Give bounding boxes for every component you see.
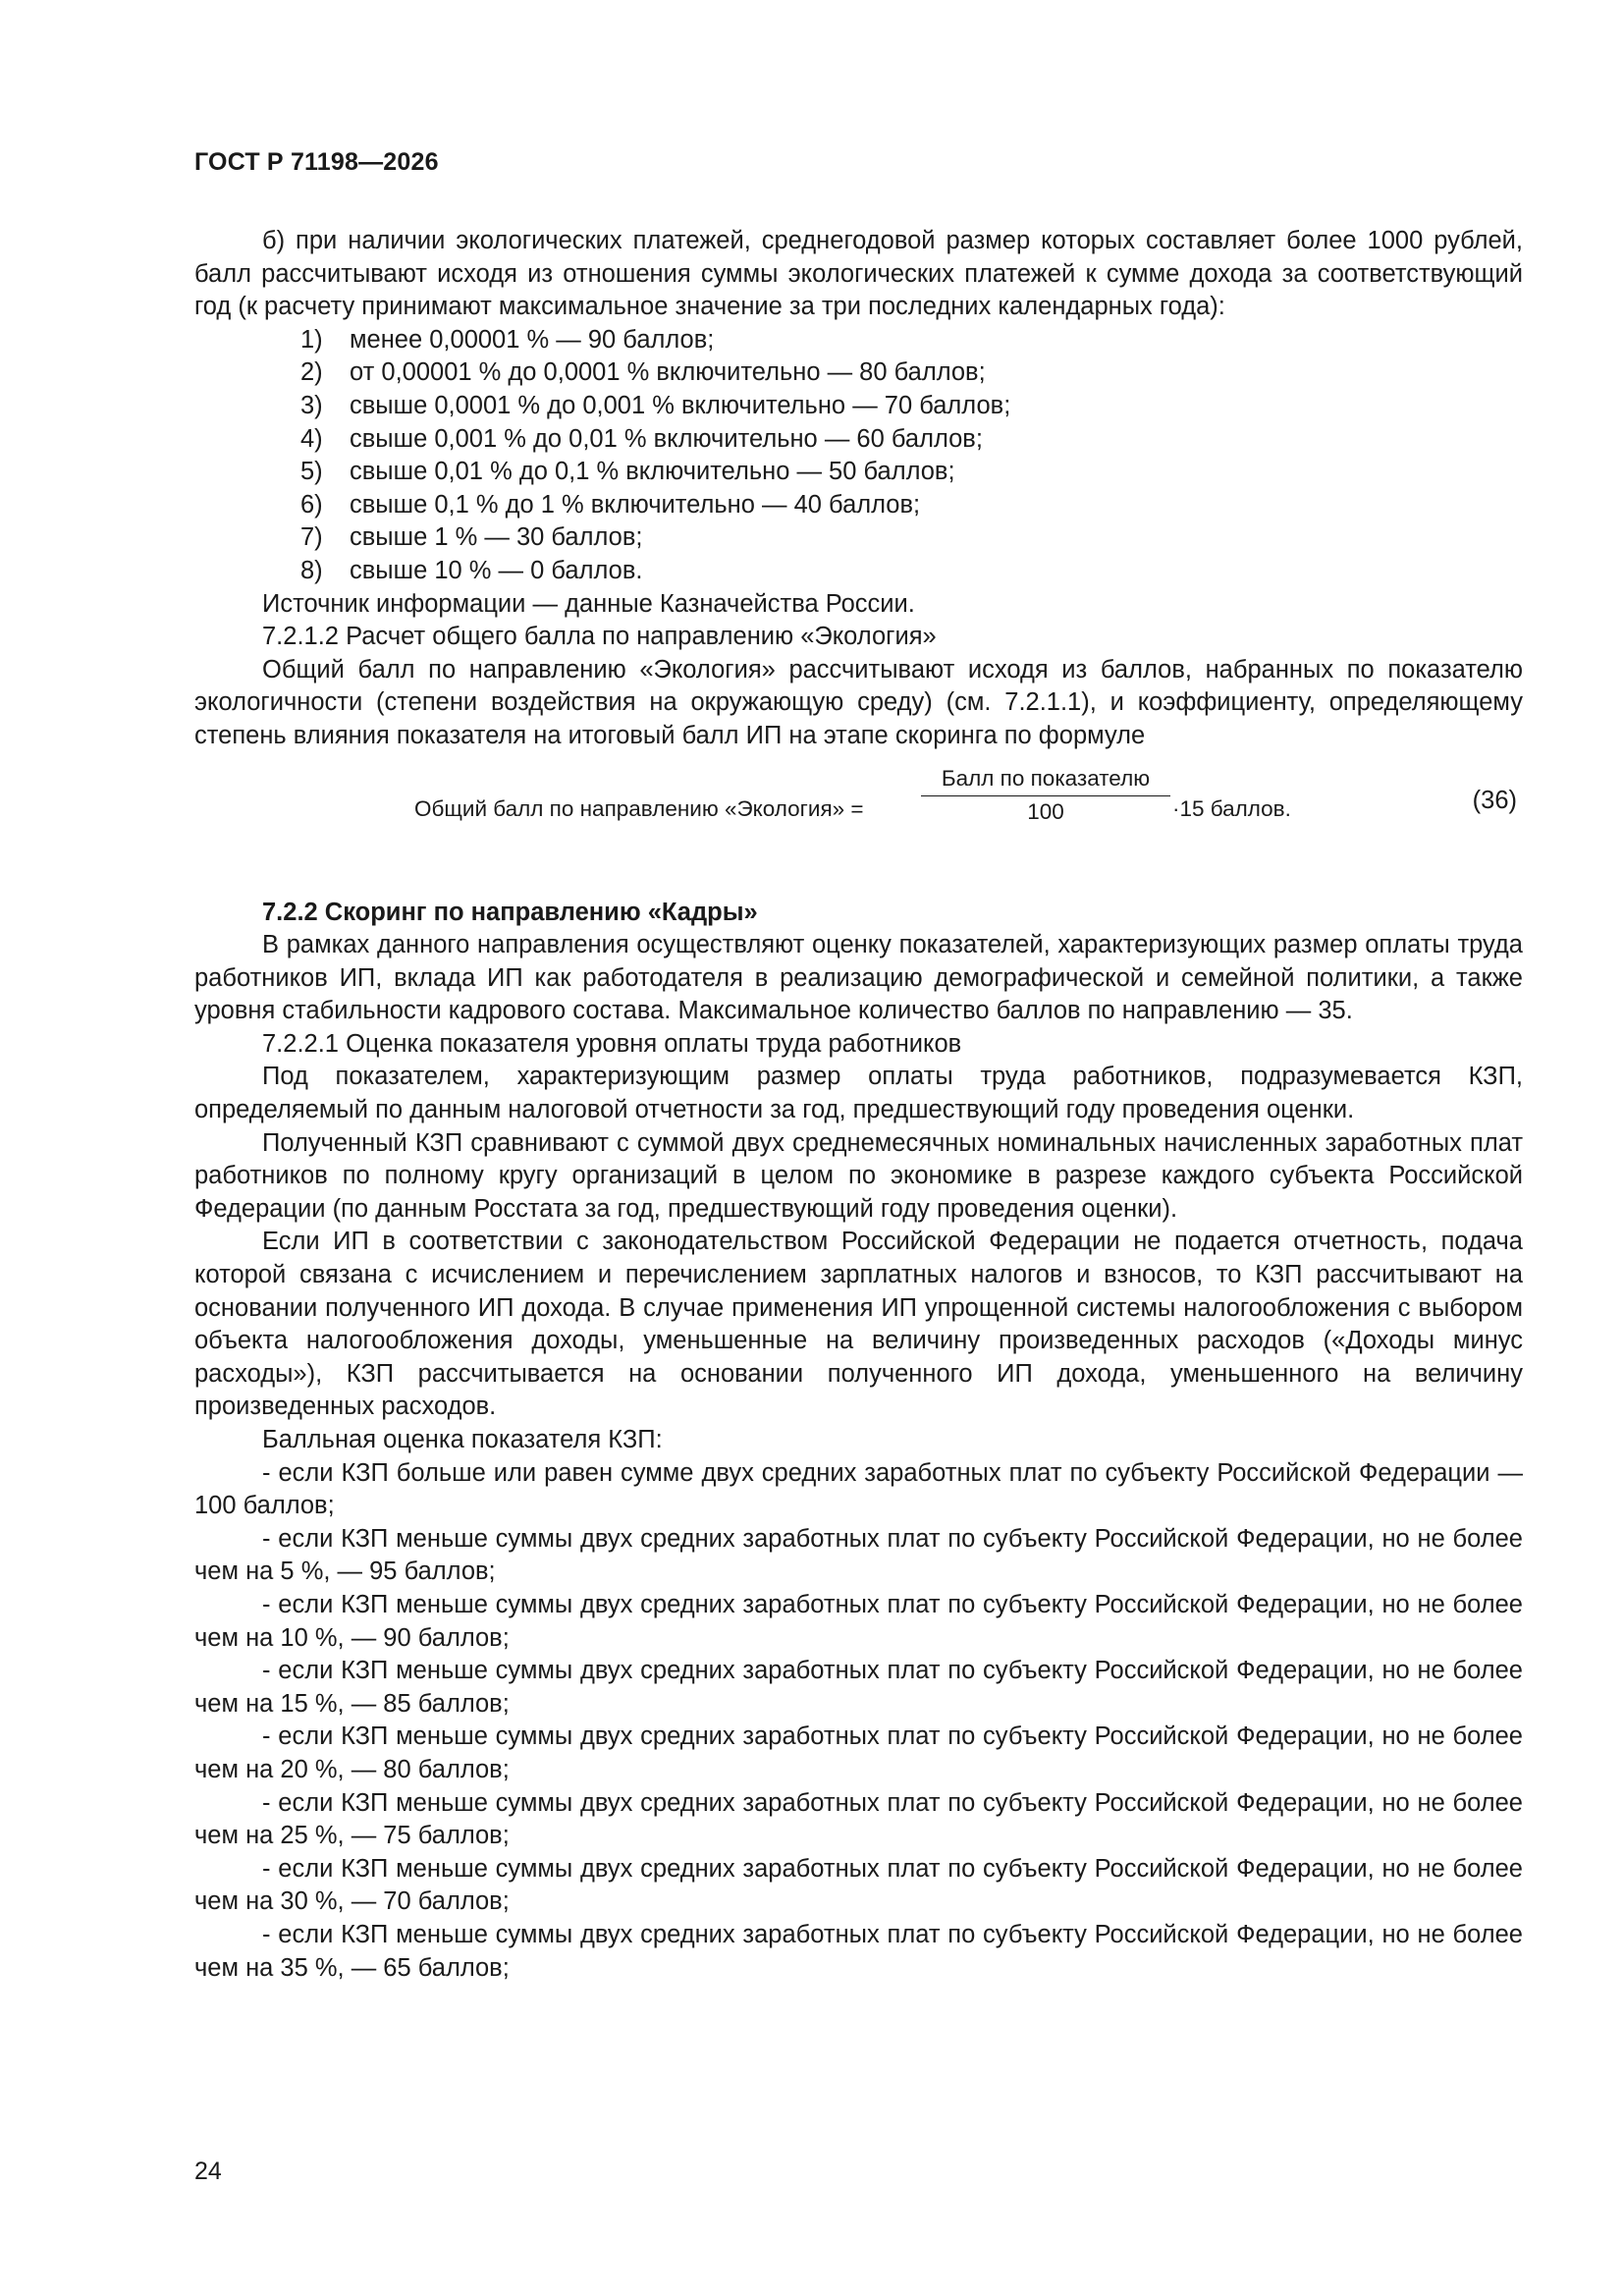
list-item: - если КЗП меньше суммы двух средних заработных плат по субъекту Российской Федерации, но не более чем на 30 %, — 70 баллов; [194, 1854, 1523, 1916]
section-7-2-2-text: В рамках данного направления осуществляют оценку показателей, характеризующих размер оплаты труда работников ИП, вклада ИП как работодателя в реализацию демографической и семейной политики, а также уровня стабильности кадрового состава. Максимальное количество баллов по направлению — 35. [194, 931, 1523, 1025]
list-item: 6) свыше 0,1 % до 1 % включительно — 40 баллов; [300, 490, 921, 519]
list-item: - если КЗП меньше суммы двух средних заработных плат по субъекту Российской Федерации, но не более чем на 25 %, — 75 баллов; [194, 1788, 1523, 1850]
list-item: - если КЗП меньше суммы двух средних заработных плат по субъекту Российской Федерации, но не более чем на 20 %, — 80 баллов; [194, 1722, 1523, 1783]
kzp-scale-list [194, 1457, 1523, 1986]
document-header: ГОСТ Р 71198—2026 [194, 148, 439, 176]
list-item: - если КЗП меньше суммы двух средних заработных плат по субъекту Российской Федерации, но не более чем на 5 %, — 95 баллов; [194, 1524, 1523, 1586]
list-item: - если КЗП больше или равен сумме двух средних заработных плат по субъекту Российской Федерации — 100 баллов; [194, 1458, 1523, 1520]
equation-number: (36) [1472, 786, 1517, 814]
section-7-2-2-1-p3: Если ИП в соответствии с законодательством Российской Федерации не подается отчетность, подача которой связана с исчислением и перечислением зарплатных налогов и взносов, то КЗП рассчитывают на основании полученного ИП дохода. В случае применения ИП упрощенной системы налогообложения с выбором объекта налогообложения доходы, уменьшенные на величину произведенных расходов («Доходы минус расходы»), КЗП рассчитывается на основании полученного ИП дохода, уменьшенного на величину произведенных расходов. [194, 1228, 1523, 1421]
list-item: 2) от 0,00001 % до 0,0001 % включительно — 80 баллов; [300, 358, 986, 387]
section-7-2-2-1-p1: Под показателем, характеризующим размер оплаты труда работников, подразумевается КЗП, определяемый по данным налоговой отчетности за год, предшествующий году проведения оценки. [194, 1063, 1523, 1124]
list-item: 3) свыше 0,0001 % до 0,001 % включительно — 70 баллов; [300, 391, 1011, 419]
formula-denominator: 100 [1027, 798, 1064, 824]
kzp-scale-title: Балльная оценка показателя КЗП: [262, 1426, 663, 1453]
list-item: - если КЗП меньше суммы двух средних заработных плат по субъекту Российской Федерации, но не более чем на 10 %, — 90 баллов; [194, 1590, 1523, 1652]
formula-lhs: Общий балл по направлению «Экология» = [414, 795, 864, 821]
formula-numerator: Балл по показателю [921, 765, 1170, 796]
section-7-2-2-title: 7.2.2 Скоринг по направлению «Кадры» [262, 898, 758, 926]
source-info: Источник информации — данные Казначейства России. [262, 589, 915, 618]
paragraph-b: б) при наличии экологических платежей, среднегодовой размер которых составляет более 1000 рублей, балл рассчитывают исходя из отношения суммы экологических платежей к сумме дохода за соответствующий год (к расчету принимают максимальное значение за три последних календарных года): [194, 227, 1523, 321]
list-item: 4) свыше 0,001 % до 0,01 % включительно — 60 баллов; [300, 424, 983, 453]
formula-fraction [921, 765, 1170, 828]
list-item: - если КЗП меньше суммы двух средних заработных плат по субъекту Российской Федерации, но не более чем на 15 %, — 85 баллов; [194, 1657, 1523, 1718]
formula-36 [194, 753, 1523, 873]
section-7-2-2-1-p2: Полученный КЗП сравнивают с суммой двух среднемесячных номинальных начисленных заработных плат работников по полному кругу организаций в целом по экономике в разрезе каждого субъекта Российской Федерации (по данным Росстата за год, предшествующий году проведения оценки). [194, 1128, 1523, 1223]
list-item: - если КЗП меньше суммы двух средних заработных плат по субъекту Российской Федерации, но не более чем на 35 %, — 65 баллов; [194, 1920, 1523, 1982]
list-item: 1) менее 0,00001 % — 90 баллов; [300, 325, 715, 354]
formula-multiplier: ·15 баллов. [1172, 795, 1291, 821]
list-item: 5) свыше 0,01 % до 0,1 % включительно — 50 баллов; [300, 458, 955, 486]
section-7-2-1-2-title: 7.2.1.2 Расчет общего балла по направлению «Экология» [262, 623, 937, 651]
section-7-2-2-1-title: 7.2.2.1 Оценка показателя уровня оплаты труда работников [262, 1029, 962, 1058]
list-item: 8) свыше 10 % — 0 баллов. [300, 556, 643, 584]
list-item: 7) свыше 1 % — 30 баллов; [300, 523, 643, 552]
section-7-2-1-2-text: Общий балл по направлению «Экология» рассчитывают исходя из баллов, набранных по показателю экологичности (степени воздействия на окружающую среду) (см. 7.2.1.1), и коэффициенту, определяющему степень влияния показателя на итоговый балл ИП на этапе скоринга по формуле [194, 655, 1523, 749]
page-number: 24 [194, 2158, 222, 2185]
page-body [194, 225, 1523, 1985]
eco-scale-list [194, 324, 1523, 588]
